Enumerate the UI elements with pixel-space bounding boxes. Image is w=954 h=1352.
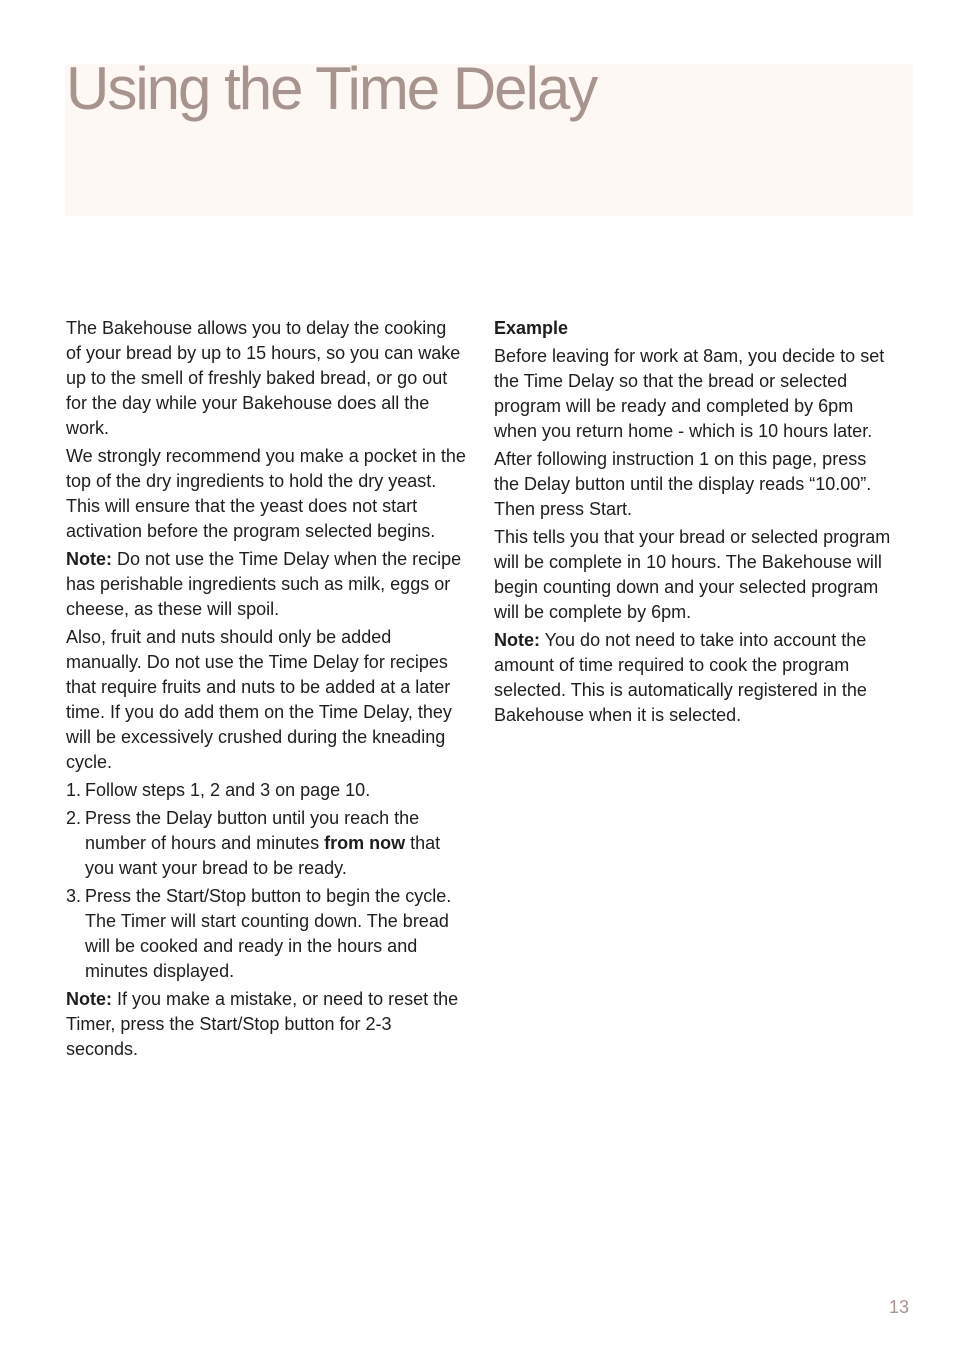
step-item	[66, 806, 466, 881]
note-text: You do not need to take into account the amount of time required to cook the program selected. This is automatically registered in the Bakehouse when it is selected.	[494, 630, 867, 725]
example-paragraph-2: After following instruction 1 on this page, press the Delay button until the display reads “10.00”. Then press Start.	[494, 449, 872, 519]
page-number: 13	[889, 1297, 910, 1317]
step-emphasis: from now	[324, 833, 406, 853]
note-label: Note:	[66, 549, 112, 569]
step-text: Follow steps 1, 2 and 3 on page 10.	[85, 780, 371, 800]
note-cook-time	[494, 628, 894, 728]
note-reset	[66, 987, 466, 1062]
step-text: that you want your bread to be ready.	[85, 833, 441, 878]
fruit-nuts-paragraph: Also, fruit and nuts should only be added manually. Do not use the Time Delay for recipes that require fruits and nuts to be added at a later time. If you do add them on the Time Delay, they will be excessively crushed during the kneading cycle.	[66, 627, 452, 772]
step-item	[66, 778, 466, 803]
example-paragraph-3: This tells you that your bread or selected program will be complete in 10 hours. The Bakehouse will begin counting down and your selected program will be complete by 6pm.	[494, 527, 891, 622]
example-heading: Example	[494, 318, 569, 338]
example-paragraph-1: Before leaving for work at 8am, you decide to set the Time Delay so that the bread or selected program will be ready and completed by 6pm when you return home - which is 10 hours later.	[494, 346, 885, 441]
intro-paragraph: The Bakehouse allows you to delay the cooking of your bread by up to 15 hours, so you can wake up to the smell of freshly baked bread, or go out for the day while your Bakehouse does all the work.	[66, 318, 461, 438]
steps-list	[66, 778, 466, 984]
step-item	[66, 884, 466, 984]
note-label: Note:	[494, 630, 540, 650]
step-number: 2.	[66, 808, 82, 828]
step-text: Press the Start/Stop button to begin the cycle. The Timer will start counting down. The bread will be cooked and ready in the hours and minutes displayed.	[85, 886, 452, 981]
step-number: 1.	[66, 780, 82, 800]
step-text: Press the Delay button until you reach the number of hours and minutes	[85, 808, 420, 853]
page-title: Using the Time Delay	[66, 55, 597, 122]
note-label: Note:	[66, 989, 112, 1009]
right-column	[494, 316, 894, 731]
note-text: Do not use the Time Delay when the recipe has perishable ingredients such as milk, eggs or cheese, as these will spoil.	[66, 549, 462, 619]
note-text: If you make a mistake, or need to reset the Timer, press the Start/Stop button for 2-3 seconds.	[66, 989, 459, 1059]
left-column	[66, 316, 466, 1065]
step-number: 3.	[66, 886, 82, 906]
note-perishable	[66, 547, 466, 622]
recommend-paragraph: We strongly recommend you make a pocket in the top of the dry ingredients to hold the dry yeast. This will ensure that the yeast does not start activation before the program selected begins.	[66, 446, 466, 541]
